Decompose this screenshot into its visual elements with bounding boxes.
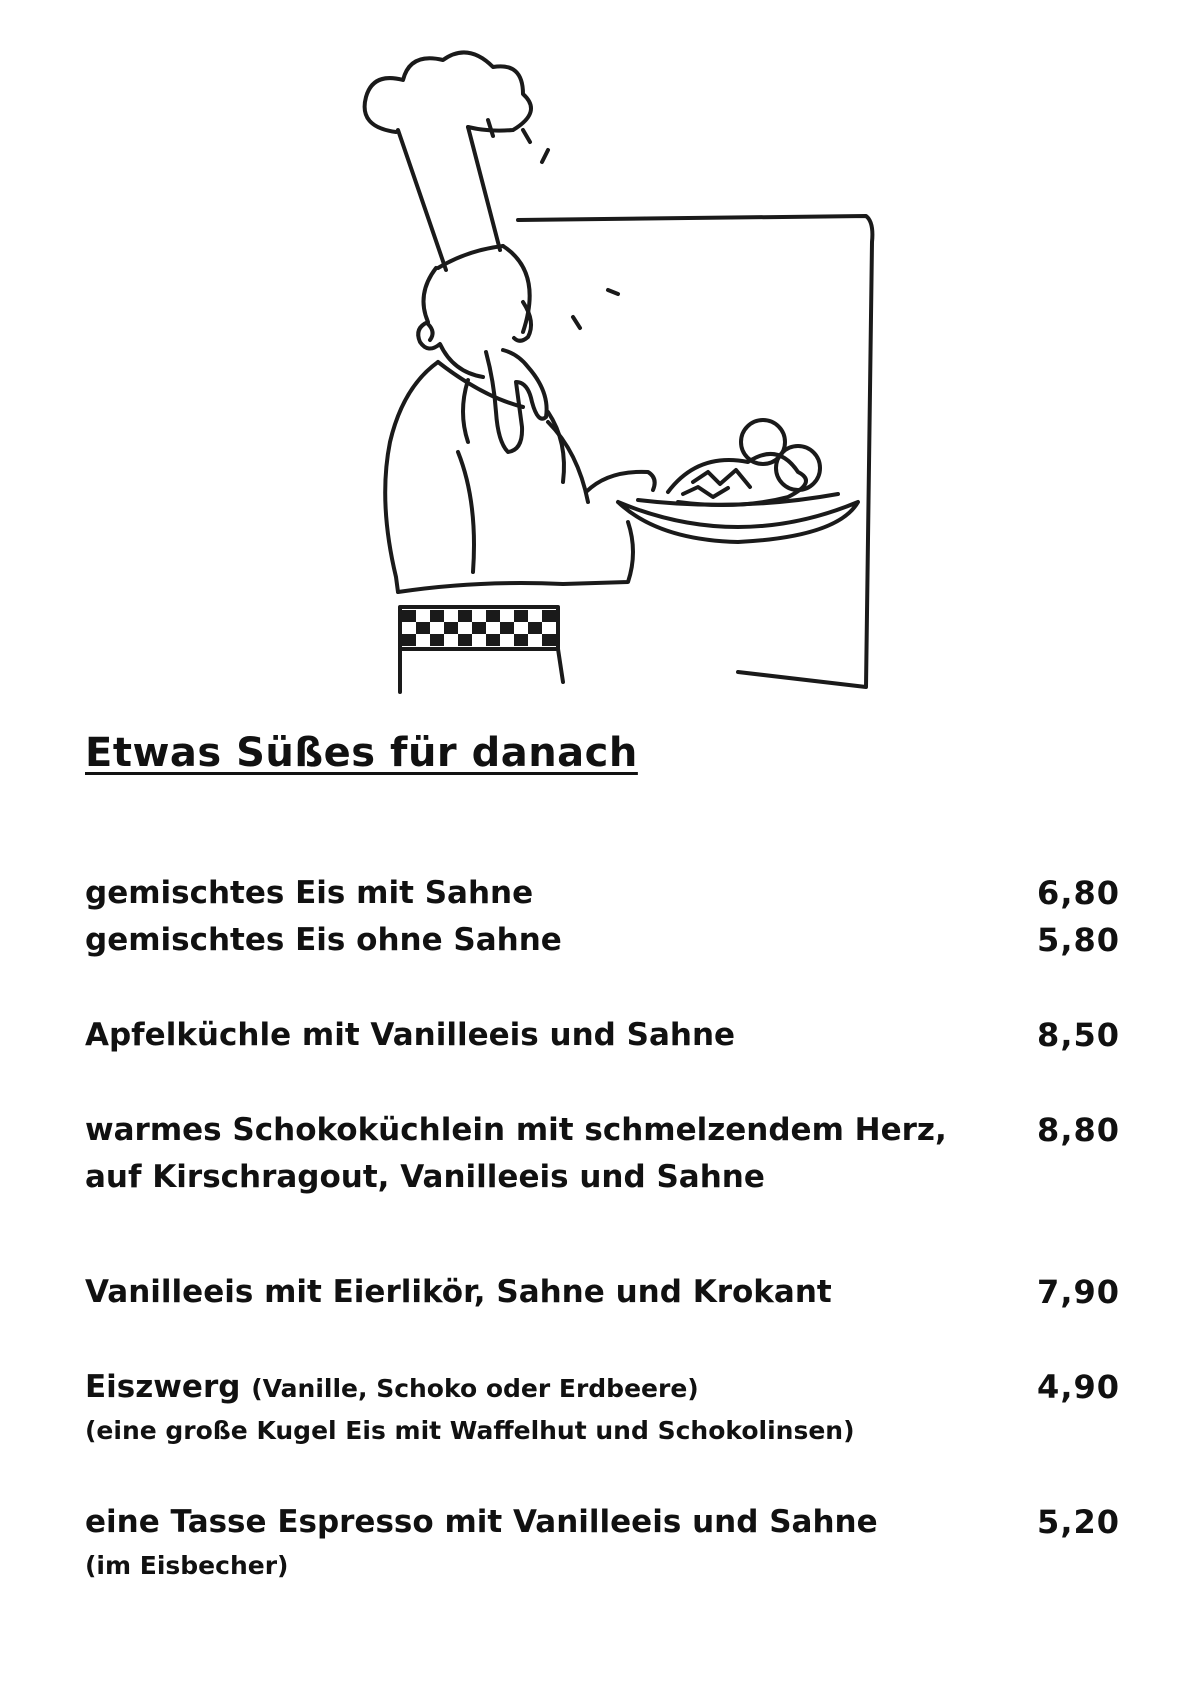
item-description: auf Kirschragout, Vanilleeis und Sahne <box>85 1159 765 1195</box>
item-note: (im Eisbecher) <box>85 1551 289 1580</box>
menu-item <box>85 870 1120 917</box>
item-price: 8,80 <box>1037 1111 1120 1149</box>
menu-item <box>85 1107 1120 1201</box>
item-price: 5,80 <box>1037 921 1120 959</box>
item-name: eine Tasse Espresso mit Vanilleeis und Sahne <box>85 1504 878 1540</box>
menu-item <box>85 1269 1120 1316</box>
item-name: warmes Schokoküchlein mit schmelzendem Herz, <box>85 1112 947 1148</box>
menu-title: Etwas Süßes für danach <box>85 730 638 776</box>
item-name: Eiszwerg <box>85 1369 241 1405</box>
item-name: Vanilleeis mit Eierlikör, Sahne und Krokant <box>85 1274 832 1310</box>
menu-item <box>85 917 1120 964</box>
item-price: 7,90 <box>1037 1273 1120 1311</box>
item-price: 5,20 <box>1037 1503 1120 1541</box>
item-name: gemischtes Eis mit Sahne <box>85 875 534 911</box>
item-price: 4,90 <box>1037 1368 1120 1406</box>
item-price: 8,50 <box>1037 1016 1120 1054</box>
menu-item <box>85 1499 1120 1586</box>
menu-item <box>85 1364 1120 1451</box>
item-note: (eine große Kugel Eis mit Waffelhut und Schokolinsen) <box>85 1416 855 1445</box>
menu-list <box>85 870 1120 1586</box>
item-price: 6,80 <box>1037 874 1120 912</box>
chef-illustration <box>318 32 926 720</box>
menu-item <box>85 1012 1120 1059</box>
item-name: gemischtes Eis ohne Sahne <box>85 922 562 958</box>
item-name-note: (Vanille, Schoko oder Erdbeere) <box>251 1374 699 1403</box>
item-name: Apfelküchle mit Vanilleeis und Sahne <box>85 1017 736 1053</box>
